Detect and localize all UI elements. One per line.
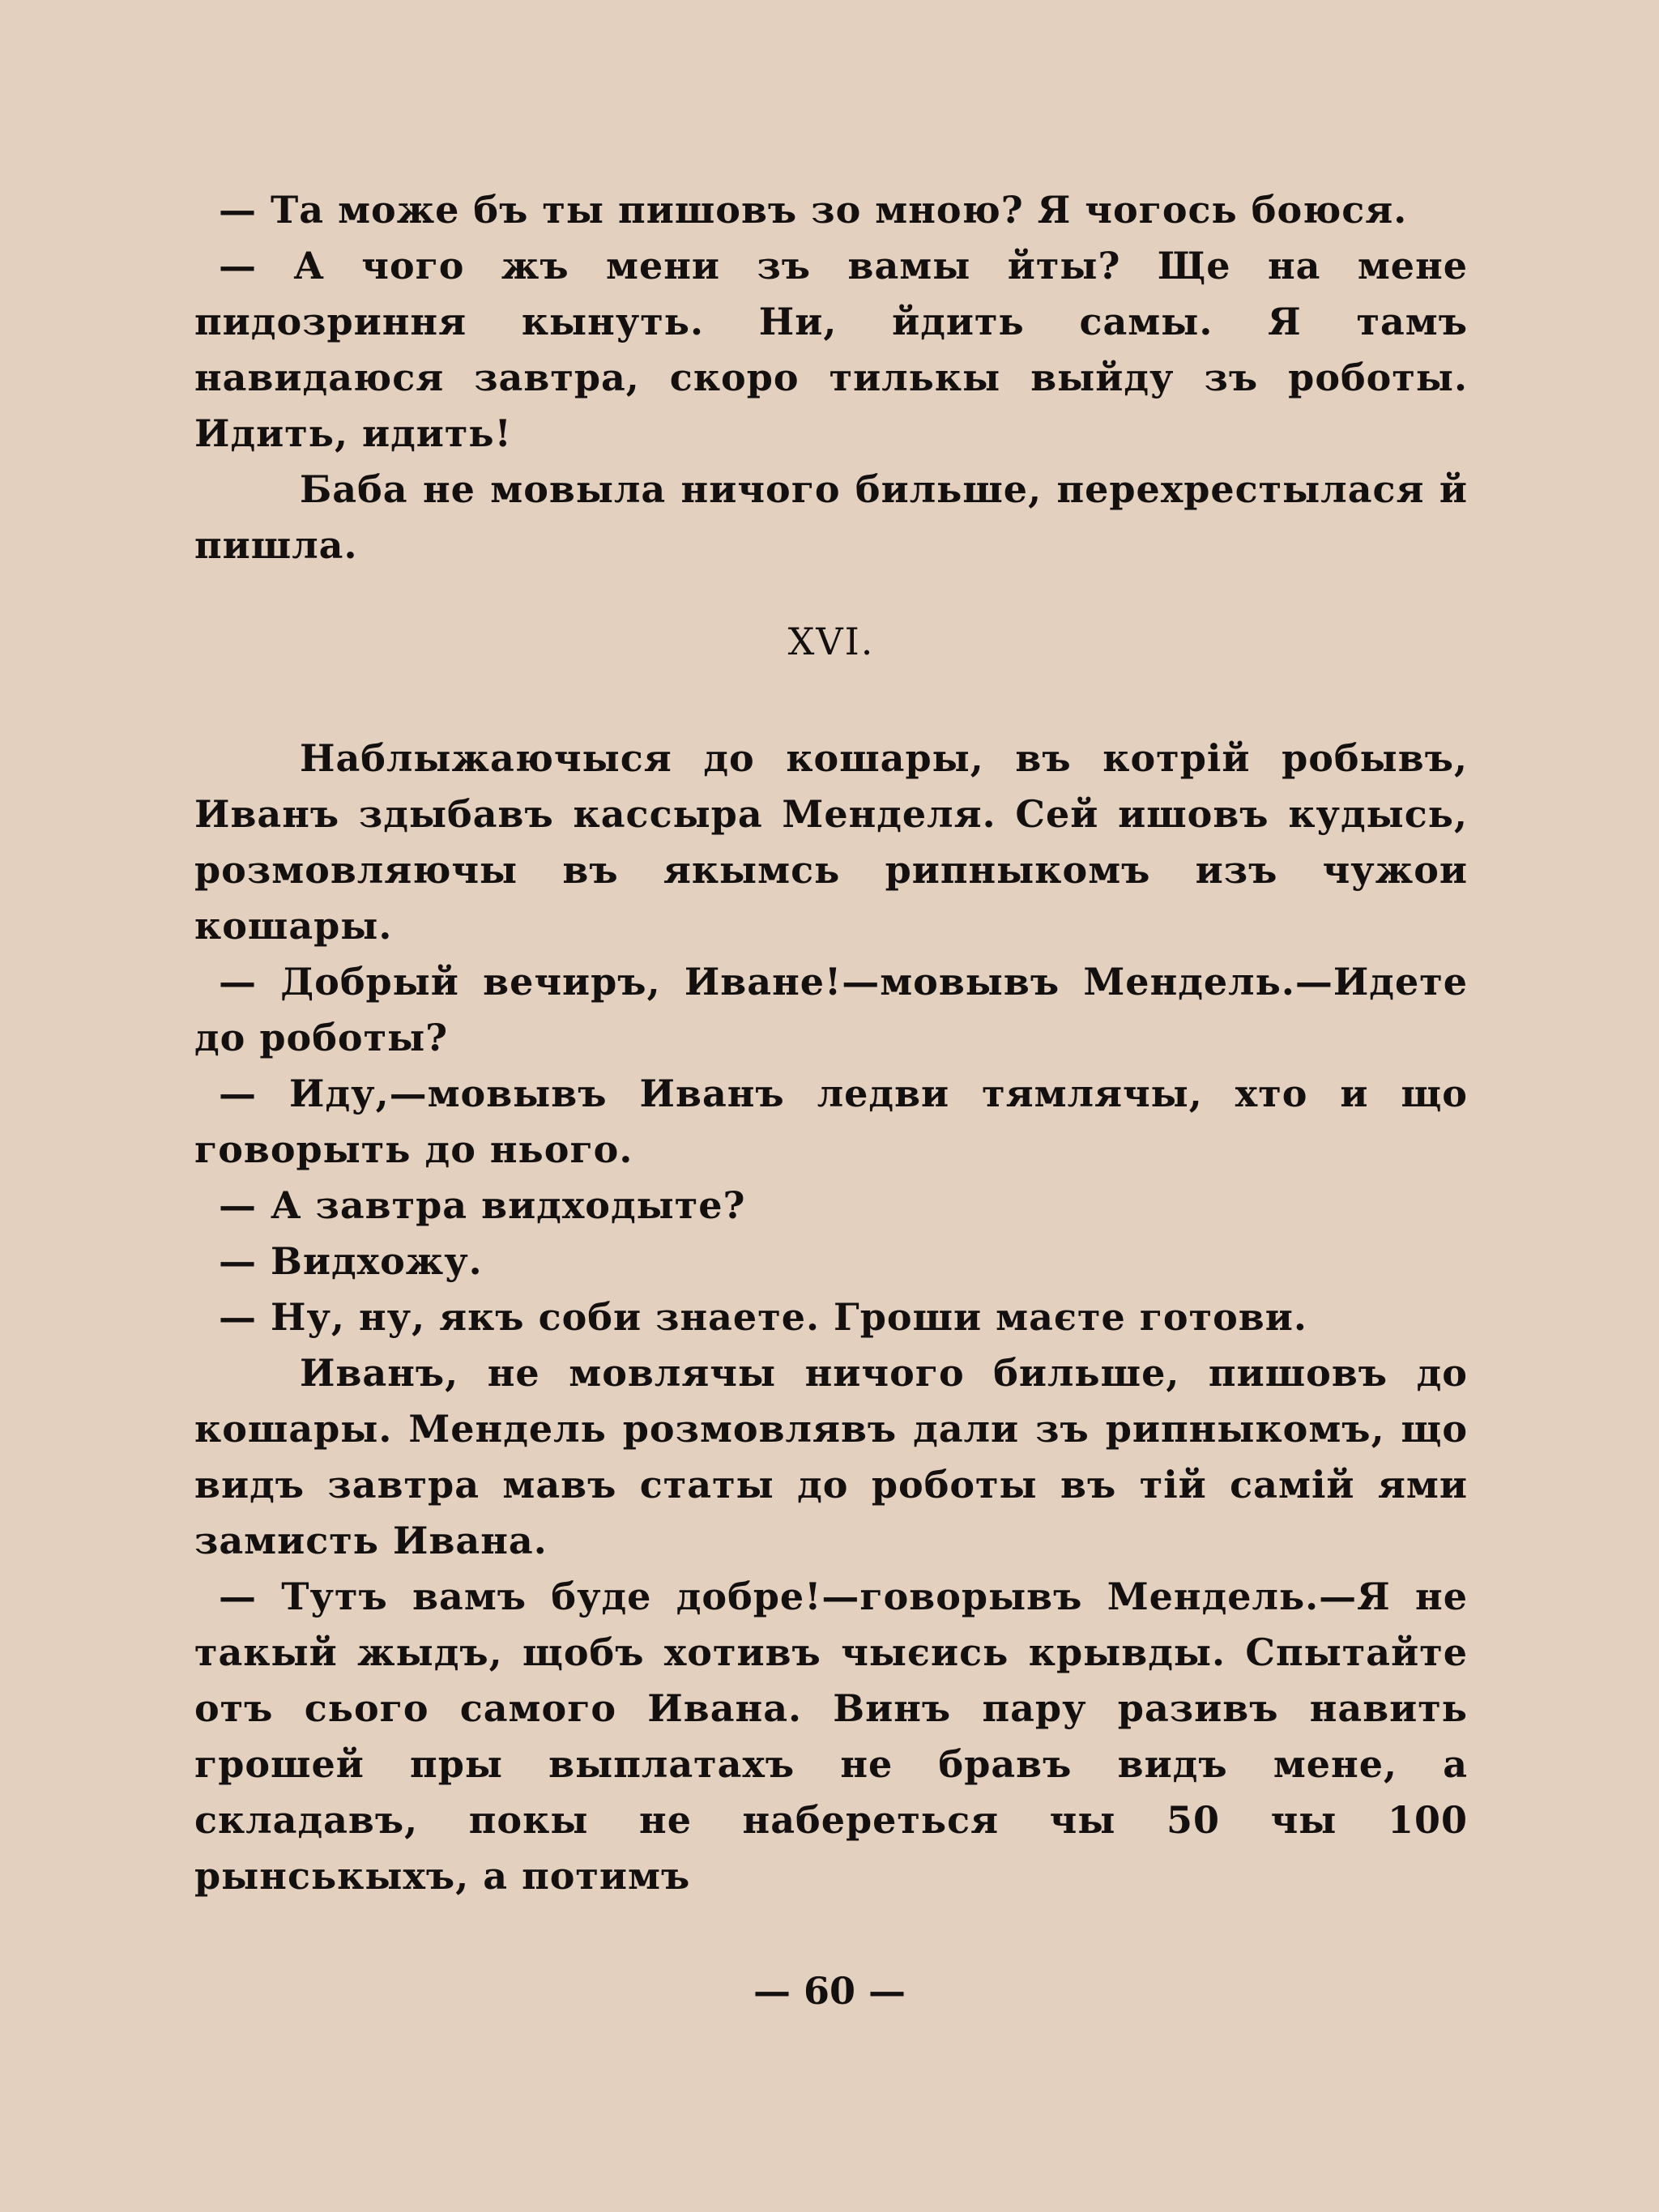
chapter-heading: XVI. (787, 620, 875, 663)
paragraph-dialog-1: — Та може бъ ты пишовъ зо мною? Я чогось боюся. (219, 188, 1408, 232)
paragraph-dialog-2: — А чого жъ мени зъ вамы йты? Ще на мене пидозриння кынуть. Ни, йдить самы. Я тамъ навидаюся завтра, скоро тилькы выйду зъ роботы. Идить, идить! (194, 244, 1468, 455)
paragraph-dialog-5: — А завтра видходыте? (219, 1183, 746, 1227)
paragraph-narration-2: Наблыжаючыся до кошары, въ котрій робывъ, Иванъ здыбавъ кассыра Менделя. Сей ишовъ кудысь, розмовляючы въ якымсь рипныкомъ изъ чужои кошары. (194, 736, 1468, 948)
page-body (194, 182, 1468, 1904)
paragraph-dialog-7: — Ну, ну, якъ соби знаете. Гроши маєте готови. (219, 1295, 1307, 1339)
paragraph-narration-1: Баба не мовыла ничого бильше, перехрестылася й пишла. (194, 467, 1468, 567)
paragraph-dialog-3: — Добрый вечиръ, Иване!—мовывъ Мендель.—Идете до роботы? (194, 960, 1468, 1059)
paragraph-dialog-6: — Видхожу. (219, 1239, 483, 1283)
page-number: — 60 — (753, 1969, 906, 2013)
paragraph-dialog-8: — Тутъ вамъ буде добре!—говорывъ Мендель.—Я не такый жыдъ, щобъ хотивъ чыєись крывды. Спытайте отъ сього самого Ивана. Винъ пару разивъ навить грошей пры выплатахъ не бравъ видъ мене, а складавъ, покы не набереться чы 50 чы 100 рынськыхъ, а потимъ (194, 1575, 1468, 1898)
paragraph-narration-3: Иванъ, не мовлячы ничого бильше, пишовъ до кошары. Мендель розмовлявъ дали зъ рипныкомъ, що видъ завтра мавъ статы до роботы въ тій самій ями замисть Ивана. (194, 1351, 1468, 1562)
paragraph-dialog-4: — Иду,—мовывъ Иванъ ледви тямлячы, хто и що говорыть до нього. (194, 1072, 1468, 1171)
